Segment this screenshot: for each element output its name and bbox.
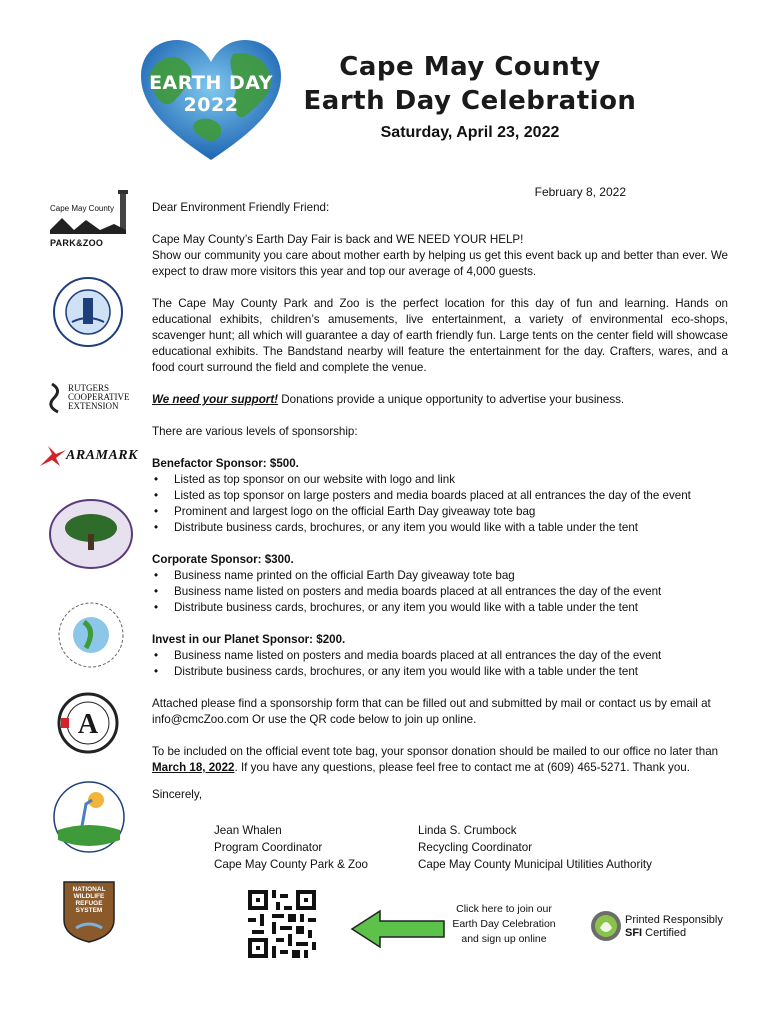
- event-date: Saturday, April 23, 2022: [380, 124, 560, 141]
- park-zoo-logo-top: Cape May County: [50, 204, 115, 213]
- letter-body: [152, 200, 728, 803]
- signer2-org: Cape May County Municipal Utilities Authority: [418, 858, 652, 871]
- corporate-list: [152, 568, 728, 616]
- recycle-icon: [590, 910, 622, 942]
- tote-line2: [152, 760, 728, 776]
- corporate-heading: Corporate Sponsor: $300.: [152, 553, 294, 566]
- heron-logo: [52, 780, 126, 854]
- park-zoo-logo-bottom: PARK&ZOO: [50, 238, 104, 248]
- printed-line2: [625, 927, 723, 940]
- watershed-ambassadors-logo: [56, 600, 126, 670]
- planet-list: [152, 648, 728, 680]
- para1-line1: Cape May County’s Earth Day Fair is back and WE NEED YOUR HELP!: [152, 233, 524, 246]
- rutgers-line1: RUTGERS: [68, 383, 110, 393]
- letter-date: February 8, 2022: [534, 185, 626, 199]
- sfi-label: SFI: [625, 927, 643, 939]
- qr-code[interactable]: [248, 890, 316, 958]
- printed-responsibly: [625, 914, 723, 940]
- signer1-org: Cape May County Park & Zoo: [214, 858, 369, 871]
- join-online-link[interactable]: [448, 902, 560, 947]
- support-rest: Donations provide a unique opportunity to advertise your business.: [278, 393, 625, 406]
- aramark-star-icon: [38, 444, 68, 468]
- list-item: • Business name listed on posters and media boards placed at all entrances the day of the event: [174, 584, 728, 600]
- refuge-line2: WILDLIFE: [73, 893, 105, 900]
- beach-plum-association-logo: [48, 498, 134, 570]
- americorps-logo: [57, 692, 119, 754]
- cta-line2: Earth Day Celebration: [452, 918, 556, 930]
- refuge-line1: NATIONAL: [72, 886, 106, 893]
- tote-rest: . If you have any questions, please feel free to contact me at (609) 465-5271. Thank you.: [234, 761, 690, 774]
- planet-heading: Invest in our Planet Sponsor: $200.: [152, 633, 346, 646]
- wildlife-refuge-logo: [62, 880, 116, 944]
- list-item: • Business name printed on the official Earth Day giveaway tote bag: [174, 568, 728, 584]
- rutgers-line2: COOPERATIVE: [68, 392, 130, 402]
- refuge-line3: REFUGE: [75, 900, 103, 907]
- attached-line1: Attached please find a sponsorship form that can be filled out and submitted by mail or contact us by email at: [152, 697, 711, 710]
- arrow-left-icon: [350, 909, 446, 949]
- signer2-name: Linda S. Crumbock: [418, 824, 517, 837]
- tote-line1: To be included on the official event tote bag, your sponsor donation should be mailed to our office no later than: [152, 745, 719, 758]
- signer1-title: Program Coordinator: [214, 841, 323, 854]
- support-emphasis: We need your support!: [152, 393, 279, 406]
- benefactor-heading: Benefactor Sponsor: $500.: [152, 457, 299, 470]
- support-line: [152, 392, 728, 408]
- para2: The Cape May County Park and Zoo is the perfect location for this day of fun and learning. Hands on educational exhibits, children’s amusements, live entertainment, a variety of environmental eco-shops, scavenger hunt; all which will guarantee a day of earth friendly fun. Large tents on the center field will showcase educational exhibits. The Bandstand nearby will feature the entertainment for the day. Crafters, wares, and a food court surround the field and complete the venue.: [152, 297, 728, 374]
- signer1-name: Jean Whalen: [214, 824, 282, 837]
- aramark-logo: [38, 444, 148, 468]
- signer2-title: Recycling Coordinator: [418, 841, 533, 854]
- heart-title-line2: 2022: [183, 94, 239, 116]
- signer2-block: [418, 822, 652, 873]
- list-item: • Prominent and largest logo on the official Earth Day giveaway tote bag: [174, 504, 728, 520]
- levels-intro: There are various levels of sponsorship:: [152, 425, 358, 438]
- benefactor-list: [152, 472, 728, 536]
- tote-deadline: March 18, 2022: [152, 761, 235, 774]
- aramark-text: ARAMARK: [66, 448, 138, 463]
- list-item: • Distribute business cards, brochures, or any item you would like with a table under the tent: [174, 664, 728, 680]
- cta-line1: Click here to join our: [456, 903, 552, 915]
- refuge-line4: SYSTEM: [75, 907, 103, 914]
- closing: Sincerely,: [152, 788, 203, 801]
- qr-code-icon: [248, 890, 316, 958]
- rutgers-line3: EXTENSION: [68, 401, 119, 411]
- signer1-block: [214, 822, 368, 873]
- svg-text:A: A: [77, 709, 99, 740]
- heart-title-line1: EARTH DAY: [149, 72, 273, 94]
- list-item: • Listed as top sponsor on our website with logo and link: [174, 472, 728, 488]
- earth-day-heart-logo: [137, 36, 285, 164]
- printed-line1: Printed Responsibly: [625, 914, 723, 926]
- utilities-authority-seal: [52, 276, 124, 348]
- event-title-line1: Cape May County: [339, 52, 601, 82]
- rutgers-extension-logo: [48, 380, 148, 416]
- list-item: • Business name listed on posters and media boards placed at all entrances the day of the event: [174, 648, 728, 664]
- list-item: • Distribute business cards, brochures, or any item you would like with a table under the tent: [174, 600, 728, 616]
- event-title-line2: Earth Day Celebration: [303, 86, 637, 116]
- salutation: Dear Environment Friendly Friend:: [152, 201, 330, 214]
- para1-line2: Show our community you care about mother earth by helping us get this event back up and better than ever. We expect to draw more visitors this year and top our average of 4,000 guests.: [152, 249, 728, 278]
- cta-line3: and sign up online: [461, 933, 547, 945]
- certified-label: Certified: [642, 927, 687, 939]
- park-zoo-logo: [40, 190, 140, 252]
- attached-line2[interactable]: info@cmcZoo.com Or use the QR code below to join up online.: [152, 713, 477, 726]
- list-item: • Listed as top sponsor on large posters and media boards placed at all entrances the day of the event: [174, 488, 728, 504]
- list-item: • Distribute business cards, brochures, or any item you would like with a table under the tent: [174, 520, 728, 536]
